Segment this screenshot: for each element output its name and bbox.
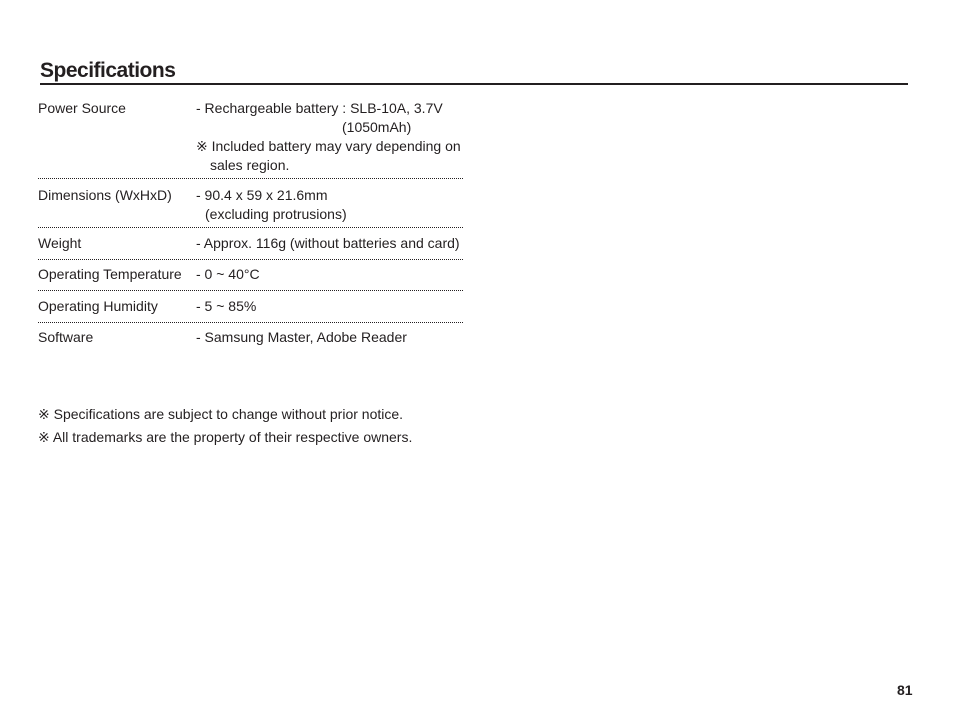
spec-value-line: sales region. xyxy=(210,157,290,173)
footnote-specifications-change: ※ Specifications are subject to change without prior notice. xyxy=(38,406,404,422)
footnotes xyxy=(38,403,412,449)
spec-value-line: (excluding protrusions) xyxy=(205,206,347,222)
spec-row-operating-temperature xyxy=(38,260,463,291)
page-number: 81 xyxy=(897,682,913,698)
spec-value-line: - Approx. 116g (without batteries and card) xyxy=(196,235,460,251)
spec-value-power-source xyxy=(196,99,461,175)
spec-value-line: (1050mAh) xyxy=(342,119,412,135)
spec-value-operating-temperature xyxy=(196,265,260,284)
spec-row-operating-humidity xyxy=(38,291,463,323)
spec-value-line: - 0 ~ 40°C xyxy=(196,266,260,282)
spec-label-power-source: Power Source xyxy=(38,100,126,116)
page-title: Specifications xyxy=(40,59,176,82)
spec-value-dimensions xyxy=(196,186,347,224)
spec-value-line: - Samsung Master, Adobe Reader xyxy=(196,329,407,345)
page-header xyxy=(40,58,908,85)
spec-row-software xyxy=(38,323,463,353)
spec-value-weight xyxy=(196,234,460,253)
spec-label-weight: Weight xyxy=(38,235,82,251)
spec-value-operating-humidity xyxy=(196,297,256,316)
specifications-table xyxy=(38,97,463,353)
spec-value-line: - Rechargeable battery : SLB-10A, 3.7V xyxy=(196,100,443,116)
spec-label-software: Software xyxy=(38,329,94,345)
footnote-trademarks: ※ All trademarks are the property of their respective owners. xyxy=(38,429,413,445)
spec-row-power-source xyxy=(38,97,463,179)
spec-value-line: ※ Included battery may vary depending on xyxy=(196,138,461,154)
spec-value-line: - 90.4 x 59 x 21.6mm xyxy=(196,187,328,203)
spec-value-line: - 5 ~ 85% xyxy=(196,298,257,314)
spec-value-software xyxy=(196,328,407,347)
spec-label-dimensions: Dimensions (WxHxD) xyxy=(38,187,172,203)
spec-row-weight xyxy=(38,228,463,260)
spec-label-operating-humidity: Operating Humidity xyxy=(38,298,158,314)
spec-label-operating-temperature: Operating Temperature xyxy=(38,266,182,282)
spec-row-dimensions xyxy=(38,179,463,228)
